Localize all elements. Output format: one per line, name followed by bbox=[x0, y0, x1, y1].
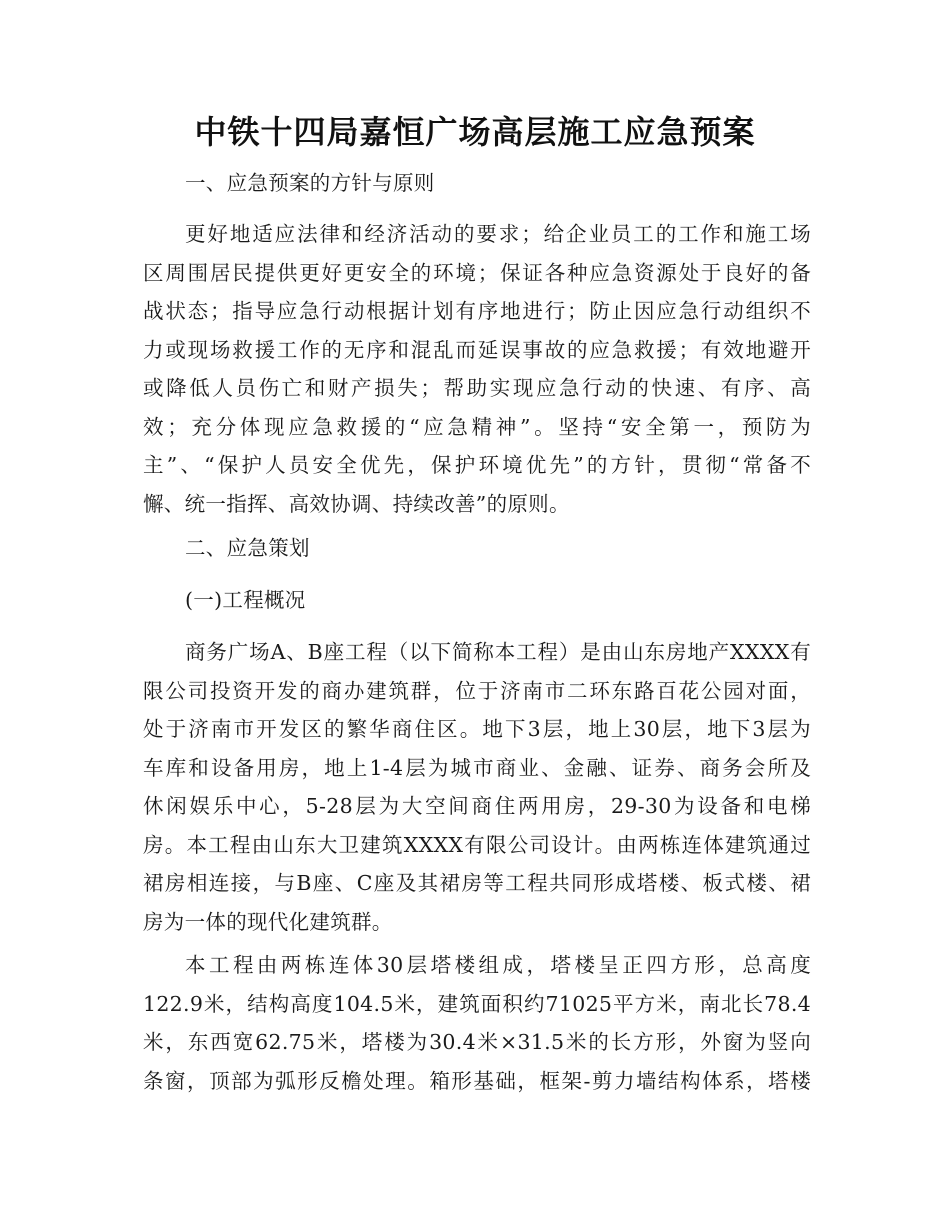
section-1-heading-block bbox=[143, 164, 811, 203]
paragraph-line: 房为一体的现代化建筑群。 bbox=[143, 909, 393, 934]
paragraph-line: 裙房相连接，与B座、C座及其裙房等工程共同形成塔楼、板式楼、裙 bbox=[143, 871, 811, 895]
paragraph-line: 车库和设备用房，地上1-4层为城市商业、金融、证券、商务会所及 bbox=[143, 755, 811, 780]
paragraph-line: 主”、“保护人员安全优先，保护环境优先”的方针，贯彻“常备不 bbox=[143, 453, 811, 477]
paragraph-line: 条窗，顶部为弧形反檐处理。箱形基础，框架-剪力墙结构体系，塔楼 bbox=[143, 1068, 811, 1093]
section-2-paragraph-2 bbox=[143, 946, 811, 1100]
paragraph-line: 休闲娱乐中心，5-28层为大空间商住两用房，29-30为设备和电梯 bbox=[143, 794, 811, 818]
section-1-paragraph bbox=[143, 215, 811, 523]
section-2-heading: 二、应急策划 bbox=[185, 536, 310, 560]
paragraph-line: 本工程由两栋连体30层塔楼组成，塔楼呈正四方形，总高度 bbox=[185, 953, 811, 977]
paragraph-line: 房。本工程由山东大卫建筑XXXX有限公司设计。由两栋连体建筑通过 bbox=[143, 832, 811, 857]
paragraph-line: 米，东西宽62.75米，塔楼为30.4米×31.5米的长方形，外窗为竖向 bbox=[143, 1030, 811, 1054]
section-2-paragraph-1 bbox=[143, 633, 811, 941]
paragraph-line: 效；充分体现应急救援的“应急精神”。坚持“安全第一，预防为 bbox=[143, 414, 811, 439]
paragraph-line: 战状态；指导应急行动根据计划有序地进行；防止因应急行动组织不 bbox=[143, 299, 811, 323]
section-1-heading: 一、应急预案的方针与原则 bbox=[185, 171, 435, 195]
paragraph-line: 更好地适应法律和经济活动的要求；给企业员工的工作和施工场 bbox=[185, 222, 811, 246]
paragraph-line: 处于济南市开发区的繁华商住区。地下3层，地上30层，地下3层为 bbox=[143, 717, 811, 741]
section-2-subheading: (一)工程概况 bbox=[185, 588, 306, 612]
paragraph-line: 力或现场救援工作的无序和混乱而延误事故的应急救援；有效地避开 bbox=[143, 337, 811, 362]
paragraph-line: 或降低人员伤亡和财产损失；帮助实现应急行动的快速、有序、高 bbox=[143, 376, 811, 400]
paragraph-line: 懈、统一指挥、高效协调、持续改善”的原则。 bbox=[143, 491, 570, 516]
paragraph-line: 商务广场A、B座工程（以下简称本工程）是由山东房地产XXXX有 bbox=[185, 640, 811, 664]
paragraph-line: 区周围居民提供更好更安全的环境；保证各种应急资源处于良好的备 bbox=[143, 260, 811, 285]
paragraph-line: 限公司投资开发的商办建筑群，位于济南市二环东路百花公园对面， bbox=[143, 678, 811, 703]
paragraph-line: 122.9米，结构高度104.5米，建筑面积约71025平方米，南北长78.4 bbox=[143, 991, 811, 1016]
document-title: 中铁十四局嘉恒广场高层施工应急预案 bbox=[194, 113, 756, 151]
section-2-heading-block bbox=[143, 529, 811, 568]
section-2-subheading-block bbox=[143, 581, 811, 620]
